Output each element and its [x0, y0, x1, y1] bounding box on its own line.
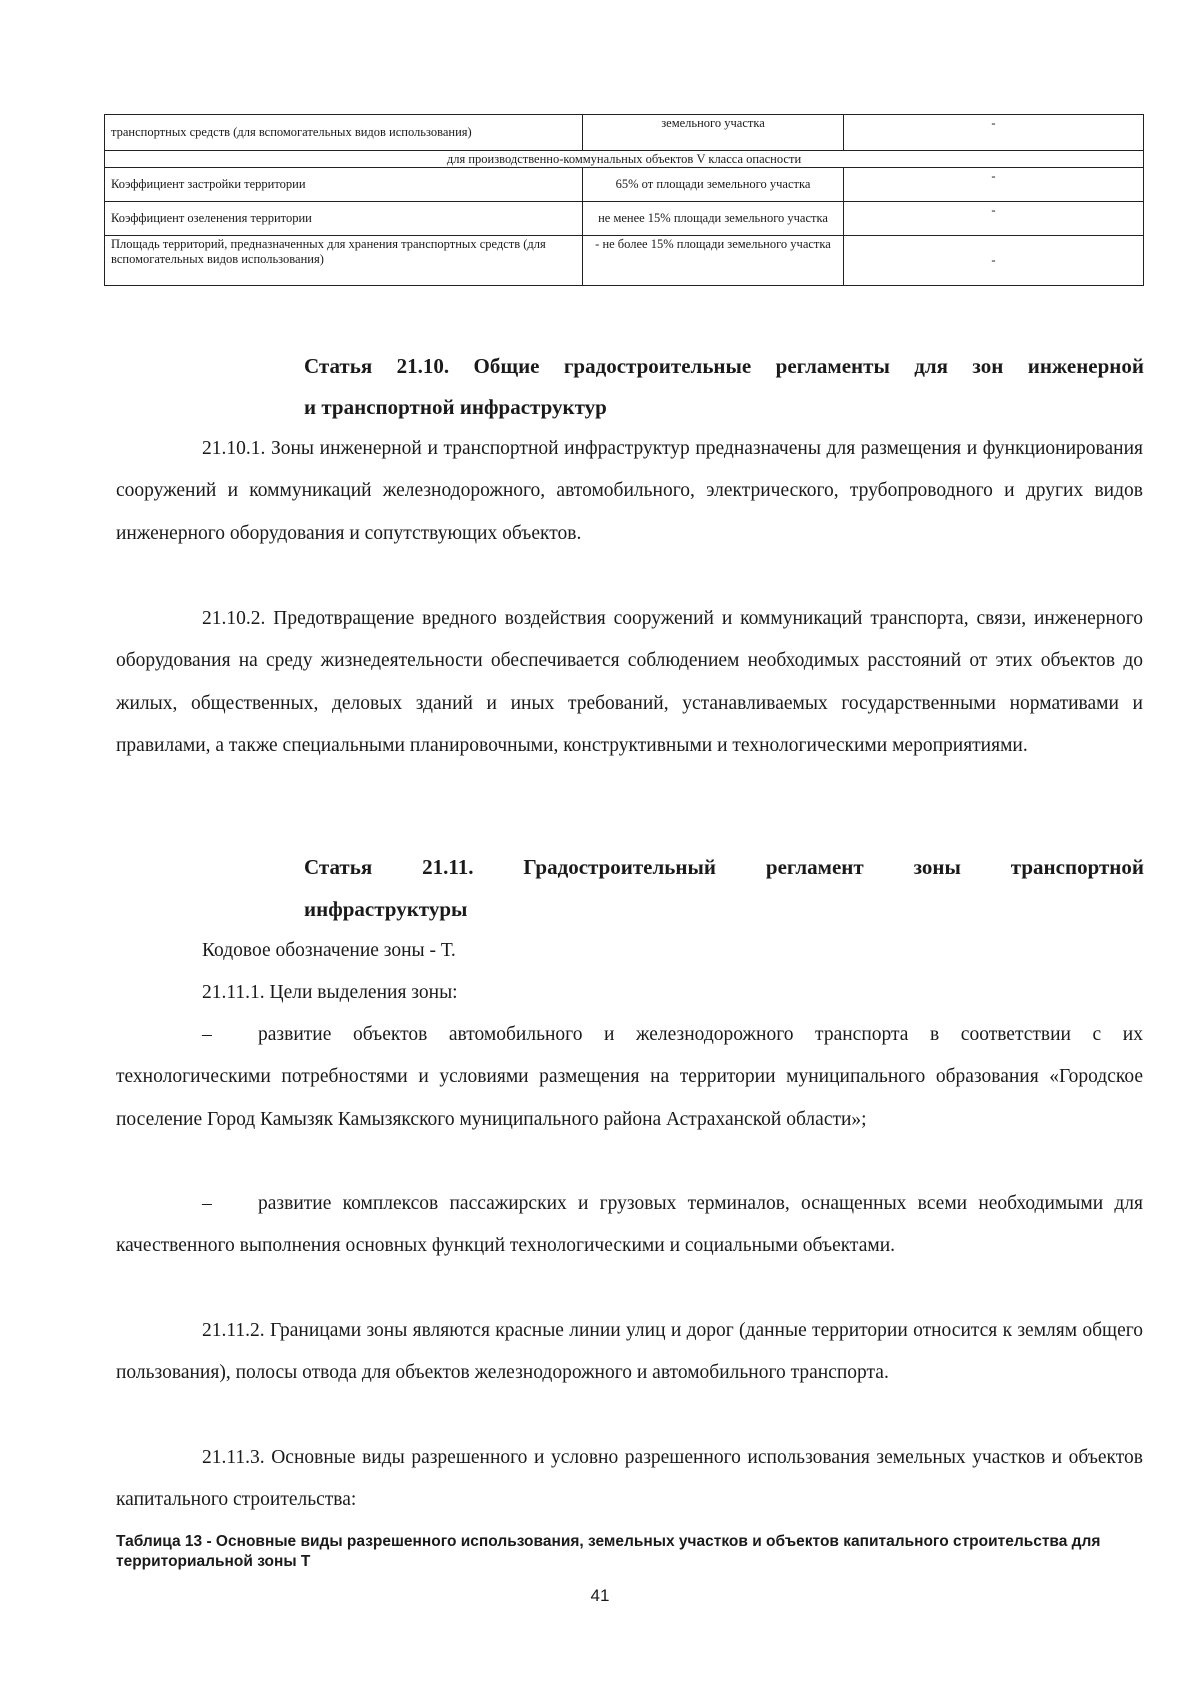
table-cell: земельного участка: [583, 115, 844, 151]
table-cell: -: [844, 168, 1144, 202]
table-row: [105, 115, 1144, 151]
table-caption: Таблица 13 - Основные виды разрешенного использования, земельных участков и объектов капитального строительства для территориальной зоны Т: [116, 1533, 1101, 1570]
table-cell: не менее 15% площади земельного участка: [583, 202, 844, 236]
paragraph-21-11-2: 21.11.2. Границами зоны являются красные линии улиц и дорог (данные территории относится к землям общего пользования), полосы отвода для объектов железнодорожного и автомобильного транспорта.: [116, 1320, 1143, 1384]
goal-text: развитие комплексов пассажирских и грузовых терминалов, оснащенных всеми необходимыми для качественного выполнения основных функций технологическими и социальными объектами.: [116, 1193, 1143, 1257]
table-cell: Коэффициент озеленения территории: [105, 202, 583, 236]
table-cell: Площадь территорий, предназначенных для хранения транспортных средств (для вспомогательных видов использования): [105, 236, 583, 286]
article-21-11-heading-cont: инфраструктуры: [304, 897, 468, 921]
goals-title: 21.11.1. Цели выделения зоны:: [202, 982, 458, 1003]
goal-item: [116, 1014, 1143, 1141]
table-row: [105, 168, 1144, 202]
table-cell: -: [844, 115, 1144, 151]
table-row: [105, 236, 1144, 286]
table-cell: -: [844, 236, 1144, 286]
table-cell: 65% от площади земельного участка: [583, 168, 844, 202]
goal-item: [116, 1183, 1143, 1268]
table-section-header: для производственно-коммунальных объектов V класса опасности: [105, 151, 1144, 168]
paragraph-21-11-3: 21.11.3. Основные виды разрешенного и условно разрешенного использования земельных участков и объектов капитального строительства:: [116, 1447, 1143, 1511]
table-row: [105, 151, 1144, 168]
zone-code: Кодовое обозначение зоны - Т.: [202, 940, 456, 961]
dash-bullet: –: [202, 1024, 212, 1045]
dash-bullet: –: [202, 1193, 212, 1214]
paragraph-21-10-1: 21.10.1. Зоны инженерной и транспортной инфраструктур предназначены для размещения и функционирования сооружений и коммуникаций железнодорожного, автомобильного, электрического, трубопроводного и других видов инженерного оборудования и сопутствующих объектов.: [116, 438, 1143, 544]
article-21-11-heading: Статья 21.11. Градостроительный регламент зоны транспортной: [304, 855, 1144, 879]
zone-parameters-table: [104, 114, 1144, 286]
page-number: 41: [590, 1586, 610, 1605]
table-cell: - не более 15% площади земельного участка: [583, 236, 844, 286]
paragraph-21-10-2: 21.10.2. Предотвращение вредного воздействия сооружений и коммуникаций транспорта, связи, инженерного оборудования на среду жизнедеятельности обеспечивается соблюдением необходимых расстояний от этих объектов до жилых, общественных, деловых зданий и иных требований, устанавливаемых государственными нормативами и правилами, а также специальными планировочными, конструктивными и технологическими мероприятиями.: [116, 608, 1143, 756]
table-cell: -: [844, 202, 1144, 236]
table-cell: Коэффициент застройки территории: [105, 168, 583, 202]
goal-text: развитие объектов автомобильного и железнодорожного транспорта в соответствии с их технологическими потребностями и условиями размещения на территории муниципального образования «Городское поселение Город Камызяк Камызякского муниципального района Астраханской области»;: [116, 1024, 1143, 1130]
article-21-10-heading: Статья 21.10. Общие градостроительные регламенты для зон инженерной: [304, 354, 1144, 378]
table-row: [105, 202, 1144, 236]
article-21-10-heading-cont: и транспортной инфраструктур: [304, 395, 607, 419]
table-cell: транспортных средств (для вспомогательных видов использования): [105, 115, 583, 151]
